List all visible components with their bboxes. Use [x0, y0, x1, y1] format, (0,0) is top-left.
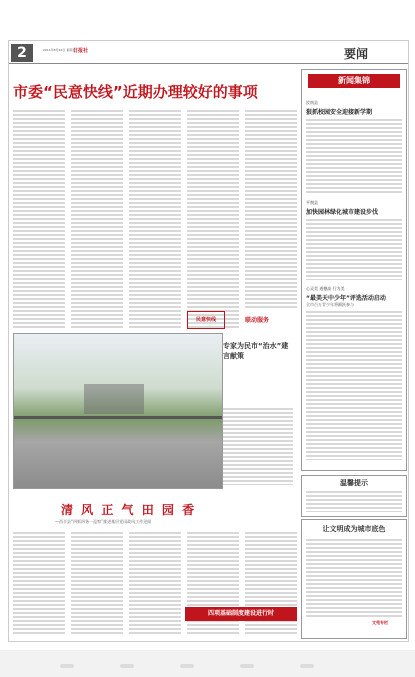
sidebar-text-1 [306, 118, 402, 194]
tag-minyi: 民意快线 [187, 311, 225, 329]
page-dot-4[interactable] [240, 664, 254, 668]
lower-subhead: —西半县“四抓四务一巡察”推进基层党风政风工作见闻 [55, 519, 152, 524]
sidebar-kicker-2: 平舆县 [306, 200, 318, 205]
notice-text [306, 490, 402, 512]
lower-headline: 清 风 正 气 田 园 香 [61, 503, 197, 517]
page-dot-1[interactable] [60, 664, 74, 668]
masthead: 日报社 [73, 48, 89, 54]
header-meta [119, 47, 299, 55]
essay-stamp: 文苑专栏 [372, 620, 388, 625]
header-rule [9, 63, 408, 64]
page-dot-5[interactable] [300, 664, 314, 668]
main-text-col-2 [71, 109, 123, 329]
sidebar-title: 新闻集锦 [308, 74, 400, 88]
sidebar-kicker-1: 汝南县 [306, 100, 318, 105]
photo-caption: 专家为民市“治水”建言献策 [223, 342, 289, 360]
news-photo [13, 333, 223, 489]
sidebar-text-2 [306, 218, 402, 280]
bottom-banner: 四项基础制度建设进行时 [185, 607, 297, 621]
page-number: 2 [11, 44, 33, 62]
main-text-col-1 [13, 109, 65, 329]
photo-caption-text [223, 407, 293, 485]
notice-box [301, 475, 407, 517]
essay-text [306, 538, 402, 618]
sidebar-title-1: 狠抓校园安全迎接新学期 [306, 109, 373, 116]
date-line: 2011年8月26日 星期五 [43, 48, 76, 52]
sidebar-subtitle-3: 全市百万青少年将踊跃参与 [306, 302, 354, 307]
page-dot-3[interactable] [180, 664, 194, 668]
sidebar-kicker-3: 心灵美 道德高 行为美 [306, 286, 345, 291]
notice-title: 温馨提示 [340, 479, 368, 487]
sidebar [301, 69, 407, 471]
photo-people [84, 384, 144, 414]
main-text-col-4 [187, 109, 239, 329]
sidebar-title-2: 加快园林绿化城市建设步伐 [306, 209, 379, 216]
essay-title: 让文明成为城市底色 [322, 525, 386, 533]
lower-text-col-1 [13, 531, 65, 636]
main-headline: 市委“民意快线”近期办理较好的事项 [13, 83, 258, 101]
newspaper-page [8, 40, 409, 642]
tag-liandong: 联动服务 [245, 317, 270, 324]
lower-text-col-2 [71, 531, 123, 636]
page-dot-2[interactable] [120, 664, 134, 668]
sidebar-text-3 [306, 310, 402, 460]
main-text-col-3 [129, 109, 181, 329]
main-text-col-5 [245, 109, 297, 309]
lower-text-col-3 [129, 531, 181, 636]
essay-box [301, 519, 407, 639]
sidebar-title-3: “最美天中少年”评选活动启动 [306, 295, 386, 302]
photo-railing [14, 416, 222, 419]
section-title: 要闻 [344, 47, 369, 61]
